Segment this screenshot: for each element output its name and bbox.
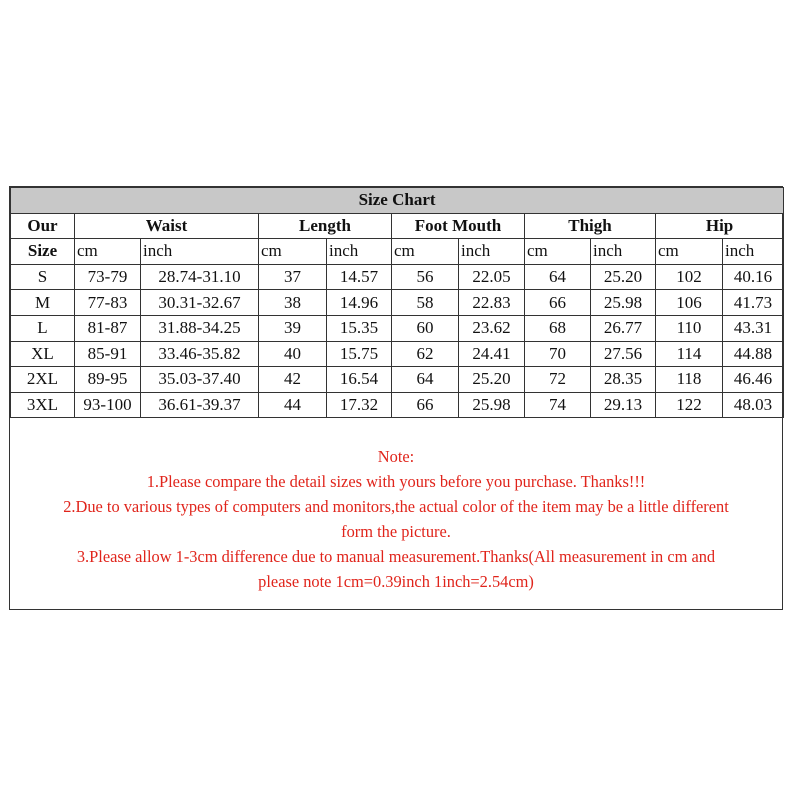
note-line: 2.Due to various types of computers and monitors,the actual color of the item may be a little different [63, 497, 729, 517]
table-cell: 89-95 [75, 367, 141, 393]
table-cell: 102 [656, 264, 723, 290]
table-cell: 118 [656, 367, 723, 393]
size-label-cell: L [11, 315, 75, 341]
unit-cell: cm [656, 239, 723, 265]
our-size-header: Our [11, 213, 75, 239]
table-cell: 28.35 [591, 367, 656, 393]
notes-heading: Note: [377, 447, 415, 467]
table-row [11, 264, 784, 290]
table-cell: 17.32 [327, 392, 392, 418]
unit-header-row [11, 239, 784, 265]
table-cell: 81-87 [75, 315, 141, 341]
table-cell: 43.31 [723, 315, 784, 341]
header-foot-mouth: Foot Mouth [392, 213, 525, 239]
note-line: please note 1cm=0.39inch 1inch=2.54cm) [258, 572, 534, 592]
table-row [11, 315, 784, 341]
table-row [11, 367, 784, 393]
table-cell: 28.74-31.10 [141, 264, 259, 290]
size-label-cell: 2XL [11, 367, 75, 393]
table-cell: 15.75 [327, 341, 392, 367]
size-label-cell: M [11, 290, 75, 316]
table-cell: 22.83 [459, 290, 525, 316]
size-table [10, 187, 784, 418]
notes-section [10, 418, 782, 594]
table-cell: 14.57 [327, 264, 392, 290]
table-cell: 40 [259, 341, 327, 367]
table-cell: 66 [392, 392, 459, 418]
table-cell: 27.56 [591, 341, 656, 367]
size-label-cell: 3XL [11, 392, 75, 418]
table-cell: 25.98 [459, 392, 525, 418]
table-cell: 68 [525, 315, 591, 341]
table-cell: 72 [525, 367, 591, 393]
table-cell: 25.20 [459, 367, 525, 393]
table-cell: 22.05 [459, 264, 525, 290]
note-line: 3.Please allow 1-3cm difference due to manual measurement.Thanks(All measurement in cm and [76, 547, 716, 567]
size-label-cell: S [11, 264, 75, 290]
table-cell: 35.03-37.40 [141, 367, 259, 393]
table-cell: 23.62 [459, 315, 525, 341]
unit-cell: inch [141, 239, 259, 265]
table-cell: 110 [656, 315, 723, 341]
unit-cell: cm [75, 239, 141, 265]
header-waist: Waist [75, 213, 259, 239]
table-cell: 25.20 [591, 264, 656, 290]
table-cell: 73-79 [75, 264, 141, 290]
table-cell: 85-91 [75, 341, 141, 367]
chart-title: Size Chart [11, 188, 784, 214]
header-length: Length [259, 213, 392, 239]
unit-cell: cm [392, 239, 459, 265]
table-cell: 16.54 [327, 367, 392, 393]
table-cell: 41.73 [723, 290, 784, 316]
table-cell: 62 [392, 341, 459, 367]
size-header: Size [11, 239, 75, 265]
table-cell: 38 [259, 290, 327, 316]
header-hip: Hip [656, 213, 784, 239]
table-cell: 44 [259, 392, 327, 418]
size-label-cell: XL [11, 341, 75, 367]
table-cell: 36.61-39.37 [141, 392, 259, 418]
unit-cell: cm [525, 239, 591, 265]
table-cell: 24.41 [459, 341, 525, 367]
table-row [11, 392, 784, 418]
table-cell: 56 [392, 264, 459, 290]
unit-cell: inch [591, 239, 656, 265]
table-cell: 37 [259, 264, 327, 290]
table-cell: 30.31-32.67 [141, 290, 259, 316]
table-cell: 46.46 [723, 367, 784, 393]
table-cell: 39 [259, 315, 327, 341]
table-cell: 74 [525, 392, 591, 418]
table-cell: 40.16 [723, 264, 784, 290]
table-cell: 64 [525, 264, 591, 290]
note-line: 1.Please compare the detail sizes with yours before you purchase. Thanks!!! [146, 472, 646, 492]
table-cell: 33.46-35.82 [141, 341, 259, 367]
table-cell: 60 [392, 315, 459, 341]
title-row [11, 188, 784, 214]
table-cell: 15.35 [327, 315, 392, 341]
table-cell: 77-83 [75, 290, 141, 316]
group-header-row [11, 213, 784, 239]
table-cell: 70 [525, 341, 591, 367]
table-cell: 14.96 [327, 290, 392, 316]
unit-cell: cm [259, 239, 327, 265]
size-chart [9, 186, 783, 610]
table-cell: 64 [392, 367, 459, 393]
table-cell: 122 [656, 392, 723, 418]
table-row [11, 341, 784, 367]
table-cell: 58 [392, 290, 459, 316]
table-cell: 31.88-34.25 [141, 315, 259, 341]
header-thigh: Thigh [525, 213, 656, 239]
table-row [11, 290, 784, 316]
table-cell: 93-100 [75, 392, 141, 418]
unit-cell: inch [459, 239, 525, 265]
table-cell: 106 [656, 290, 723, 316]
table-cell: 114 [656, 341, 723, 367]
table-cell: 44.88 [723, 341, 784, 367]
table-cell: 48.03 [723, 392, 784, 418]
unit-cell: inch [327, 239, 392, 265]
table-cell: 25.98 [591, 290, 656, 316]
table-cell: 66 [525, 290, 591, 316]
table-cell: 26.77 [591, 315, 656, 341]
table-cell: 42 [259, 367, 327, 393]
unit-cell: inch [723, 239, 784, 265]
table-cell: 29.13 [591, 392, 656, 418]
note-line: form the picture. [341, 522, 451, 542]
